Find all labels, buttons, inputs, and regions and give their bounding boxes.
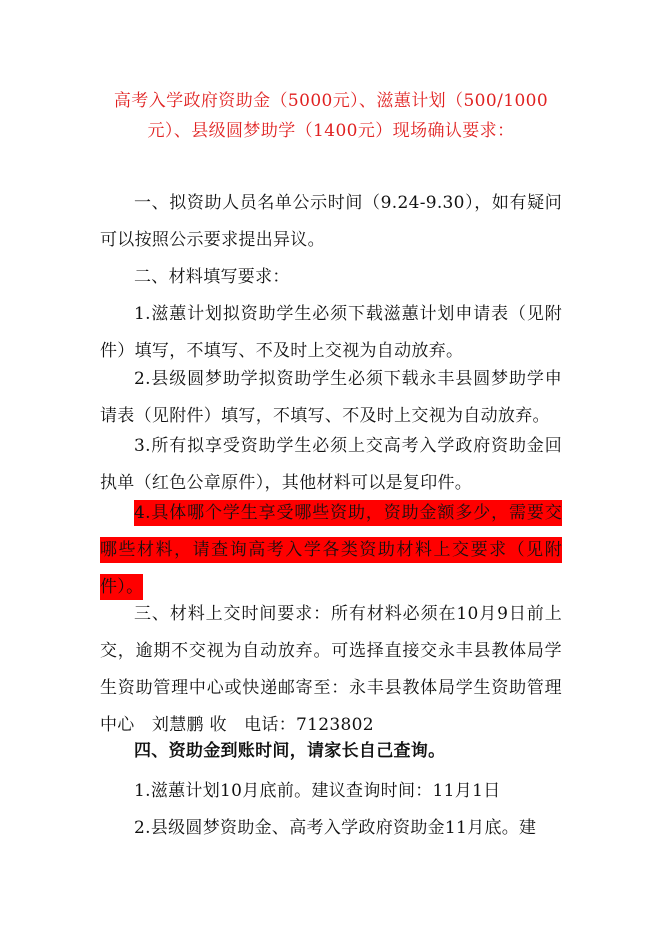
section-1-publicity-time: 一、拟资助人员名单公示时间（9.24-9.30），如有疑问可以按照公示要求提出异议。: [100, 193, 562, 250]
item-2-4-highlighted-note: [100, 495, 562, 606]
item-2-2-county-dream: 2.县级圆梦助学拟资助学生必须下载永丰县圆梦助学申请表（见附件）填写，不填写、不及时上交视为自动放弃。: [100, 369, 562, 426]
document-title: 高考入学政府资助金（5000元）、滋蕙计划（500/1000元）、县级圆梦助学（1400元）现场确认要求：: [113, 91, 549, 141]
highlighted-text: 4.具体哪个学生享受哪些资助，资助金额多少，需要交哪些材料，请查询高考入学各类资助材料上交要求（见附件）。: [100, 500, 562, 600]
item-2-3-receipt: 3.所有拟享受资助学生必须上交高考入学政府资助金回执单（红色公章原件），其他材料可以是复印件。: [100, 436, 562, 493]
section-4-heading: 四、资助金到账时间，请家长自己查询。: [134, 741, 446, 761]
item-4-2-county-arrival: 2.县级圆梦资助金、高考入学政府资助金11月底。建: [134, 818, 537, 838]
item-4-1-zihui-arrival: 1.滋蕙计划10月底前。建议查询时间：11月1日: [134, 781, 501, 801]
item-2-1-zihui-plan: 1.滋蕙计划拟资助学生必须下载滋蕙计划申请表（见附件）填写，不填写、不及时上交视为自动放弃。: [100, 304, 562, 361]
section-3-submission-time: 三、材料上交时间要求：所有材料必须在10月9日前上交，逾期不交视为自动放弃。可选择直接交永丰县教体局学生资助管理中心或快递邮寄至：永丰县教体局学生资助管理中心 刘慧鹏 收 电话：7123802: [100, 604, 562, 735]
section-2-heading: 二、材料填写要求：: [134, 267, 290, 287]
